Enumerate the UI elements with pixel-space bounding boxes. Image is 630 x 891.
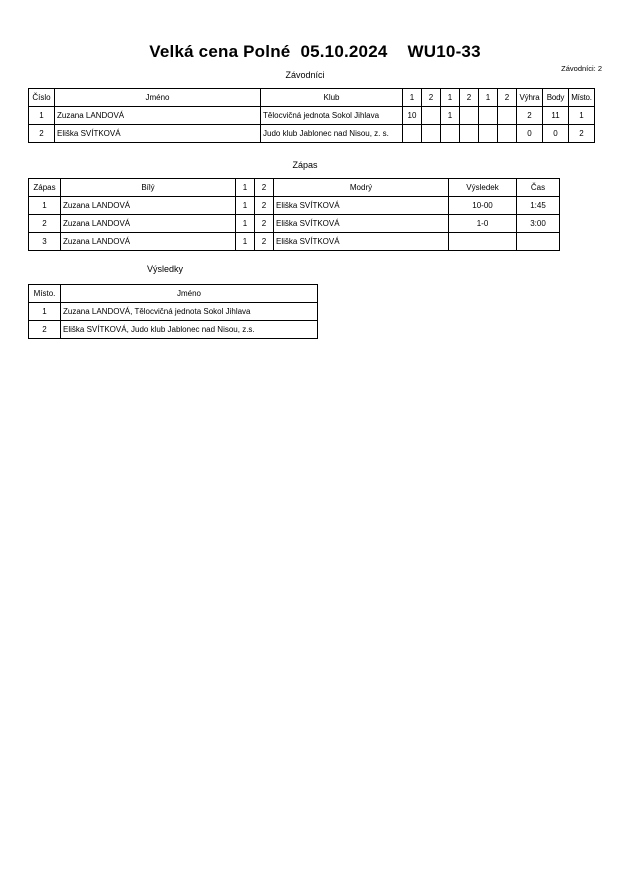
cell-score-2a	[422, 125, 441, 143]
col-modry: Modrý	[274, 179, 449, 197]
cell-bily: Zuzana LANDOVÁ	[61, 233, 236, 251]
cell-modry: Eliška SVÍTKOVÁ	[274, 233, 449, 251]
cell-score-2b	[460, 125, 479, 143]
cell-zapas: 1	[29, 197, 61, 215]
table-row	[29, 125, 595, 143]
table-row	[29, 321, 318, 339]
cell-vysledek: 10-00	[449, 197, 517, 215]
col-score-1b: 1	[441, 89, 460, 107]
cell-zapas: 3	[29, 233, 61, 251]
matches-caption: Zápas	[292, 160, 318, 170]
cell-score-2b	[460, 107, 479, 125]
cell-score-1b: 1	[441, 107, 460, 125]
table-row	[29, 197, 560, 215]
cell-score-1a	[403, 125, 422, 143]
cell-cas	[517, 233, 560, 251]
col-misto: Místo.	[569, 89, 595, 107]
cell-num-2: 2	[255, 215, 274, 233]
col-cislo: Číslo	[29, 89, 55, 107]
cell-score-1c	[479, 125, 498, 143]
table-header-row	[29, 285, 318, 303]
table-row	[29, 215, 560, 233]
col-score-2b: 2	[460, 89, 479, 107]
col-score-1c: 1	[479, 89, 498, 107]
col-score-2c: 2	[498, 89, 517, 107]
col-bily: Bílý	[61, 179, 236, 197]
cell-misto: 2	[29, 321, 61, 339]
table-row	[29, 303, 318, 321]
col-misto: Místo.	[29, 285, 61, 303]
cell-num-1: 1	[236, 215, 255, 233]
col-cas: Čas	[517, 179, 560, 197]
cell-vyhra: 2	[517, 107, 543, 125]
cell-modry: Eliška SVÍTKOVÁ	[274, 197, 449, 215]
col-num-2: 2	[255, 179, 274, 197]
cell-num-2: 2	[255, 197, 274, 215]
cell-cas: 3:00	[517, 215, 560, 233]
competitors-table	[28, 88, 595, 143]
table-row	[29, 107, 595, 125]
col-vysledek: Výsledek	[449, 179, 517, 197]
page-title	[0, 42, 630, 62]
cell-score-2a	[422, 107, 441, 125]
cell-num-1: 1	[236, 233, 255, 251]
col-jmeno: Jméno	[61, 285, 318, 303]
cell-klub: Tělocvičná jednota Sokol Jihlava	[261, 107, 403, 125]
cell-cislo: 1	[29, 107, 55, 125]
cell-zapas: 2	[29, 215, 61, 233]
col-body: Body	[543, 89, 569, 107]
col-score-1a: 1	[403, 89, 422, 107]
matches-table	[28, 178, 560, 251]
cell-modry: Eliška SVÍTKOVÁ	[274, 215, 449, 233]
cell-misto: 2	[569, 125, 595, 143]
cell-score-2c	[498, 125, 517, 143]
title-event: Velká cena Polné	[149, 42, 291, 61]
cell-misto: 1	[569, 107, 595, 125]
cell-body: 0	[543, 125, 569, 143]
cell-score-1b	[441, 125, 460, 143]
col-num-1: 1	[236, 179, 255, 197]
results-caption: Výsledky	[146, 264, 183, 274]
cell-klub: Judo klub Jablonec nad Nisou, z. s.	[261, 125, 403, 143]
cell-misto: 1	[29, 303, 61, 321]
cell-score-1c	[479, 107, 498, 125]
competitor-count: Závodníci: 2	[561, 64, 602, 73]
cell-bily: Zuzana LANDOVÁ	[61, 197, 236, 215]
table-header-row	[29, 179, 560, 197]
cell-jmeno: Eliška SVÍTKOVÁ	[55, 125, 261, 143]
cell-num-1: 1	[236, 197, 255, 215]
col-zapas: Zápas	[29, 179, 61, 197]
cell-vysledek	[449, 233, 517, 251]
cell-body: 11	[543, 107, 569, 125]
results-table	[28, 284, 318, 339]
col-score-2a: 2	[422, 89, 441, 107]
cell-score-1a: 10	[403, 107, 422, 125]
cell-bily: Zuzana LANDOVÁ	[61, 215, 236, 233]
competitors-caption: Závodníci	[285, 70, 325, 80]
title-date: 05.10.2024	[300, 42, 388, 61]
cell-cislo: 2	[29, 125, 55, 143]
table-row	[29, 233, 560, 251]
cell-score-2c	[498, 107, 517, 125]
cell-jmeno: Zuzana LANDOVÁ	[55, 107, 261, 125]
col-klub: Klub	[261, 89, 403, 107]
cell-jmeno: Zuzana LANDOVÁ, Tělocvičná jednota Sokol Jihlava	[61, 303, 318, 321]
cell-num-2: 2	[255, 233, 274, 251]
col-vyhra: Výhra	[517, 89, 543, 107]
cell-vyhra: 0	[517, 125, 543, 143]
cell-jmeno: Eliška SVÍTKOVÁ, Judo klub Jablonec nad Nisou, z.s.	[61, 321, 318, 339]
cell-cas: 1:45	[517, 197, 560, 215]
table-header-row	[29, 89, 595, 107]
title-category: WU10-33	[407, 42, 481, 61]
cell-vysledek: 1-0	[449, 215, 517, 233]
col-jmeno: Jméno	[55, 89, 261, 107]
